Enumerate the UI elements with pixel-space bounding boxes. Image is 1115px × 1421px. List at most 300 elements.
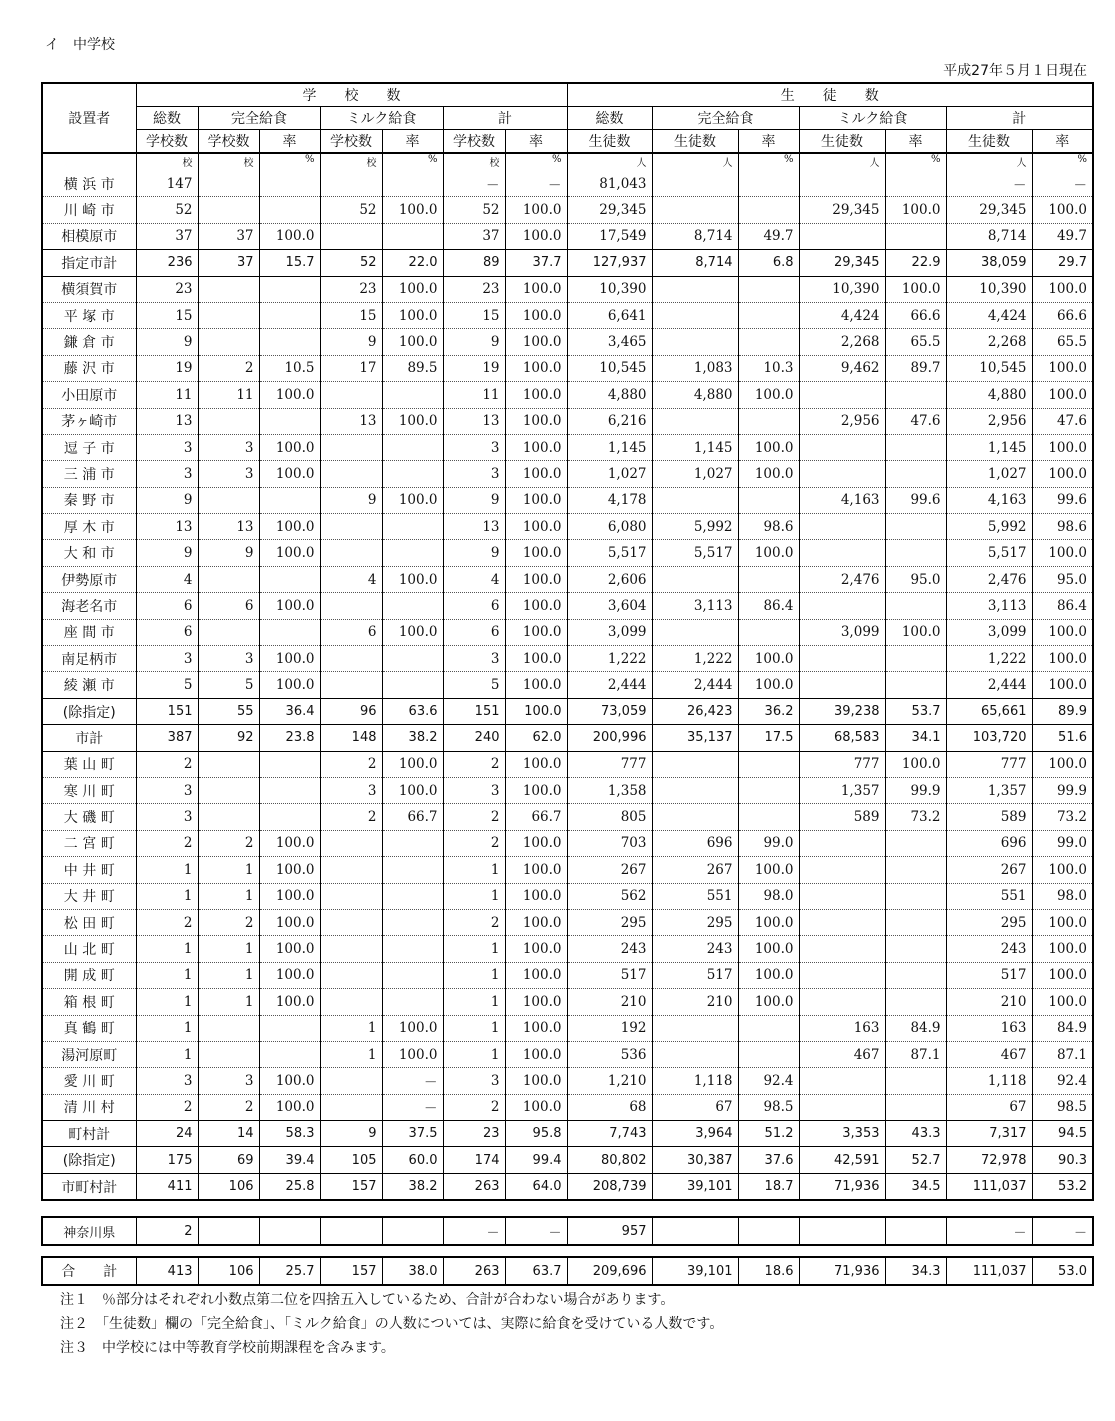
table-cell: － — [505, 171, 567, 197]
table-cell: 89.9 — [1032, 698, 1093, 724]
table-cell — [198, 566, 259, 592]
table-cell: 2 — [136, 1094, 198, 1120]
table-cell — [738, 329, 799, 355]
table-cell — [259, 619, 320, 645]
table-cell: 37.6 — [738, 1147, 799, 1173]
table-cell: 100.0 — [738, 434, 799, 460]
table-cell: 100.0 — [382, 408, 443, 434]
table-row — [42, 672, 1093, 698]
header-rate: 率 — [1032, 130, 1093, 154]
table-cell: 517 — [946, 962, 1032, 988]
table-cell: 1 — [136, 1015, 198, 1041]
table-cell: 4,880 — [946, 382, 1032, 408]
table-cell: 100.0 — [259, 434, 320, 460]
unit-percent: % — [1032, 153, 1093, 171]
table-cell: 52 — [443, 197, 505, 223]
table-cell: 38.2 — [382, 1173, 443, 1200]
table-cell: 3 — [443, 777, 505, 803]
table-cell — [320, 909, 382, 935]
table-cell: 100.0 — [1032, 461, 1093, 487]
table-cell — [198, 329, 259, 355]
table-cell: 589 — [946, 804, 1032, 830]
table-cell: 52 — [136, 197, 198, 223]
table-cell — [259, 751, 320, 777]
table-cell: 100.0 — [505, 751, 567, 777]
row-label: 川 崎 市 — [42, 197, 136, 223]
table-cell: 100.0 — [505, 1068, 567, 1094]
table-cell — [652, 1015, 738, 1041]
unit-percent: % — [259, 153, 320, 171]
table-cell — [259, 408, 320, 434]
table-cell: 163 — [799, 1015, 885, 1041]
table-cell: 2 — [443, 1094, 505, 1120]
table-row — [42, 777, 1093, 803]
table-cell: 240 — [443, 725, 505, 751]
table-cell: 13 — [320, 408, 382, 434]
table-cell: 267 — [946, 857, 1032, 883]
table-cell: 100.0 — [505, 698, 567, 724]
table-cell: 4,424 — [799, 302, 885, 328]
table-row — [42, 751, 1093, 777]
table-row — [42, 1015, 1093, 1041]
table-cell — [885, 883, 946, 909]
table-cell: 100.0 — [505, 382, 567, 408]
table-cell: 3 — [198, 1068, 259, 1094]
table-cell: 68 — [567, 1094, 652, 1120]
table-row — [42, 989, 1093, 1015]
table-cell — [738, 751, 799, 777]
table-cell: 34.3 — [885, 1257, 946, 1285]
table-cell: 208,739 — [567, 1173, 652, 1200]
table-cell: 99.6 — [1032, 487, 1093, 513]
table-cell: 3,099 — [567, 619, 652, 645]
table-cell: 100.0 — [1032, 197, 1093, 223]
table-row — [42, 355, 1093, 381]
table-cell: 2,444 — [946, 672, 1032, 698]
table-cell — [885, 646, 946, 672]
table-cell: 4,880 — [652, 382, 738, 408]
table-cell: 100.0 — [505, 883, 567, 909]
table-cell: 4,880 — [567, 382, 652, 408]
table-cell: 100.0 — [259, 1068, 320, 1094]
table-row — [42, 171, 1093, 197]
header-rate: 率 — [259, 130, 320, 154]
table-cell: 2 — [136, 830, 198, 856]
table-cell: 87.1 — [885, 1041, 946, 1067]
table-cell: 100.0 — [505, 355, 567, 381]
table-cell: 1 — [136, 936, 198, 962]
table-cell: 100.0 — [505, 830, 567, 856]
table-row — [42, 1257, 1093, 1285]
table-cell — [320, 434, 382, 460]
table-cell: 10,390 — [799, 276, 885, 302]
table-cell: 10,390 — [946, 276, 1032, 302]
table-row — [42, 1217, 1093, 1245]
table-cell: 60.0 — [382, 1147, 443, 1173]
table-cell: 200,996 — [567, 725, 652, 751]
table-cell: 147 — [136, 171, 198, 197]
unit-person: 人 — [799, 153, 885, 171]
table-cell: 517 — [567, 962, 652, 988]
table-cell: 58.3 — [259, 1121, 320, 1147]
table-cell — [320, 672, 382, 698]
table-cell: 89.7 — [885, 355, 946, 381]
table-cell: 6 — [198, 593, 259, 619]
row-label: 真 鶴 町 — [42, 1015, 136, 1041]
table-cell: 100.0 — [382, 751, 443, 777]
table-cell: 243 — [652, 936, 738, 962]
table-cell: 100.0 — [1032, 646, 1093, 672]
table-cell: 100.0 — [259, 830, 320, 856]
lunch-stats-table — [41, 82, 1094, 1201]
row-label: 横 浜 市 — [42, 171, 136, 197]
table-cell: 1 — [443, 936, 505, 962]
table-cell: 100.0 — [885, 619, 946, 645]
table-cell: 589 — [799, 804, 885, 830]
table-cell — [259, 566, 320, 592]
table-cell: 100.0 — [1032, 434, 1093, 460]
header-school-count: 学校数 — [136, 130, 198, 154]
table-cell — [652, 487, 738, 513]
table-cell: 29,345 — [799, 197, 885, 223]
table-cell: 67 — [652, 1094, 738, 1120]
table-cell — [799, 223, 885, 249]
table-cell: 1,145 — [652, 434, 738, 460]
table-cell — [738, 1217, 799, 1245]
table-cell: 100.0 — [259, 936, 320, 962]
table-cell: 14 — [198, 1121, 259, 1147]
table-cell — [885, 593, 946, 619]
table-cell: 39,238 — [799, 698, 885, 724]
table-cell — [799, 672, 885, 698]
table-cell — [738, 1041, 799, 1067]
table-row — [42, 250, 1093, 276]
table-cell: 210 — [946, 989, 1032, 1015]
table-cell: 29.7 — [1032, 250, 1093, 276]
table-cell: 55 — [198, 698, 259, 724]
table-cell — [885, 1217, 946, 1245]
table-cell: 99.0 — [738, 830, 799, 856]
table-cell: 63.7 — [505, 1257, 567, 1285]
table-cell: 2 — [136, 909, 198, 935]
unit-person: 人 — [567, 153, 652, 171]
table-cell: 37.5 — [382, 1121, 443, 1147]
table-cell: 1,027 — [946, 461, 1032, 487]
table-cell: 267 — [567, 857, 652, 883]
table-cell: 2,476 — [799, 566, 885, 592]
table-cell: － — [946, 1217, 1032, 1245]
table-cell — [885, 223, 946, 249]
table-cell: 24 — [136, 1121, 198, 1147]
table-cell: 37 — [443, 223, 505, 249]
table-cell: 98.0 — [1032, 883, 1093, 909]
table-cell — [885, 962, 946, 988]
table-cell: 18.7 — [738, 1173, 799, 1200]
table-cell: 295 — [652, 909, 738, 935]
note-1: 注１ ％部分はそれぞれ小数点第二位を四捨五入しているため、合計が合わない場合があります。 — [60, 1292, 675, 1308]
table-cell: 99.9 — [885, 777, 946, 803]
table-cell: 467 — [799, 1041, 885, 1067]
table-cell: 39.4 — [259, 1147, 320, 1173]
table-cell — [198, 751, 259, 777]
unit-blank — [42, 153, 136, 171]
table-cell: 3 — [136, 804, 198, 830]
table-cell: 1 — [443, 962, 505, 988]
table-cell: 13 — [136, 408, 198, 434]
unit-school: 校 — [198, 153, 259, 171]
table-cell — [652, 619, 738, 645]
table-cell: 1 — [320, 1015, 382, 1041]
table-cell — [382, 514, 443, 540]
header-rate: 率 — [885, 130, 946, 154]
table-cell: 562 — [567, 883, 652, 909]
row-label: 藤 沢 市 — [42, 355, 136, 381]
table-cell: 100.0 — [885, 197, 946, 223]
table-cell: 100.0 — [259, 989, 320, 1015]
table-cell: 66.7 — [382, 804, 443, 830]
table-cell: 4,163 — [946, 487, 1032, 513]
table-cell: 34.1 — [885, 725, 946, 751]
table-cell — [198, 1217, 259, 1245]
table-cell: 703 — [567, 830, 652, 856]
row-label: 小田原市 — [42, 382, 136, 408]
table-cell — [259, 1041, 320, 1067]
table-cell: 1 — [198, 962, 259, 988]
table-cell: 68,583 — [799, 725, 885, 751]
table-cell: 9 — [198, 540, 259, 566]
table-cell: 157 — [320, 1257, 382, 1285]
table-cell: 3 — [443, 1068, 505, 1094]
table-cell — [799, 830, 885, 856]
table-cell — [320, 1094, 382, 1120]
header-setchisha: 設置者 — [42, 83, 136, 153]
table-cell: 1,027 — [652, 461, 738, 487]
row-label: 伊勢原市 — [42, 566, 136, 592]
table-cell: 26,423 — [652, 698, 738, 724]
table-cell: 71,936 — [799, 1257, 885, 1285]
table-cell: 3 — [443, 461, 505, 487]
header-student-count: 生徒数 — [652, 130, 738, 154]
table-cell: 11 — [443, 382, 505, 408]
table-cell: 163 — [946, 1015, 1032, 1041]
table-row — [42, 646, 1093, 672]
table-cell: 1 — [320, 1041, 382, 1067]
header-school-milk: ミルク給食 — [320, 107, 443, 130]
table-cell: 517 — [652, 962, 738, 988]
table-cell: 65.5 — [885, 329, 946, 355]
table-cell: 1,145 — [567, 434, 652, 460]
table-cell: 39,101 — [652, 1173, 738, 1200]
table-cell: 3 — [198, 434, 259, 460]
table-cell: 209,696 — [567, 1257, 652, 1285]
table-row — [42, 725, 1093, 751]
table-cell — [799, 514, 885, 540]
row-label: 愛 川 町 — [42, 1068, 136, 1094]
table-cell: 66.6 — [1032, 302, 1093, 328]
table-cell: 106 — [198, 1257, 259, 1285]
table-cell: 1 — [443, 857, 505, 883]
table-cell: 38,059 — [946, 250, 1032, 276]
table-cell — [799, 434, 885, 460]
table-cell: 53.7 — [885, 698, 946, 724]
table-cell: 29,345 — [567, 197, 652, 223]
table-cell: 3,465 — [567, 329, 652, 355]
table-cell: 64.0 — [505, 1173, 567, 1200]
table-cell — [738, 302, 799, 328]
header-school-sum: 計 — [443, 107, 567, 130]
table-cell: 30,387 — [652, 1147, 738, 1173]
row-label: 町村計 — [42, 1121, 136, 1147]
table-cell — [799, 1094, 885, 1120]
table-cell: 111,037 — [946, 1257, 1032, 1285]
table-cell — [799, 382, 885, 408]
table-cell: 19 — [136, 355, 198, 381]
table-cell: 81,043 — [567, 171, 652, 197]
table-cell: 100.0 — [259, 461, 320, 487]
table-cell: 10,545 — [567, 355, 652, 381]
table-cell: 263 — [443, 1257, 505, 1285]
table-cell: 100.0 — [738, 646, 799, 672]
row-label: 合 計 — [42, 1257, 136, 1285]
table-cell: 100.0 — [738, 672, 799, 698]
table-row — [42, 1121, 1093, 1147]
table-cell: 9 — [320, 329, 382, 355]
table-cell — [799, 1068, 885, 1094]
table-cell: 71,936 — [799, 1173, 885, 1200]
table-row — [42, 223, 1093, 249]
table-cell: 106 — [198, 1173, 259, 1200]
table-cell: － — [946, 171, 1032, 197]
table-row — [42, 698, 1093, 724]
table-cell: 62.0 — [505, 725, 567, 751]
table-cell: 100.0 — [505, 223, 567, 249]
table-cell: 94.5 — [1032, 1121, 1093, 1147]
table-cell: 23 — [443, 1121, 505, 1147]
table-row — [42, 857, 1093, 883]
table-cell: 1,222 — [567, 646, 652, 672]
table-cell — [259, 276, 320, 302]
table-cell: 696 — [946, 830, 1032, 856]
table-cell: 7,317 — [946, 1121, 1032, 1147]
table-cell — [198, 1015, 259, 1041]
table-cell: 100.0 — [1032, 619, 1093, 645]
table-cell — [198, 1041, 259, 1067]
table-cell: 17 — [320, 355, 382, 381]
table-cell — [320, 593, 382, 619]
table-cell: 111,037 — [946, 1173, 1032, 1200]
table-cell: 295 — [567, 909, 652, 935]
table-cell: 2 — [198, 830, 259, 856]
table-cell: 89.5 — [382, 355, 443, 381]
row-label: 秦 野 市 — [42, 487, 136, 513]
table-cell: 100.0 — [382, 777, 443, 803]
table-cell: 103,720 — [946, 725, 1032, 751]
table-row — [42, 883, 1093, 909]
row-label: 湯河原町 — [42, 1041, 136, 1067]
table-cell — [799, 646, 885, 672]
table-cell: － — [382, 1094, 443, 1120]
table-cell: 100.0 — [505, 962, 567, 988]
table-cell: 100.0 — [738, 962, 799, 988]
row-label: 中 井 町 — [42, 857, 136, 883]
table-cell: 99.9 — [1032, 777, 1093, 803]
table-cell — [259, 302, 320, 328]
table-cell: 53.0 — [1032, 1257, 1093, 1285]
table-cell — [652, 197, 738, 223]
table-cell: 5 — [136, 672, 198, 698]
table-cell: 467 — [946, 1041, 1032, 1067]
table-cell: 9 — [443, 329, 505, 355]
table-cell: 1 — [136, 1041, 198, 1067]
table-cell — [259, 329, 320, 355]
table-cell — [198, 302, 259, 328]
table-cell — [885, 382, 946, 408]
table-cell: 6 — [443, 619, 505, 645]
table-cell: 295 — [946, 909, 1032, 935]
row-label: 三 浦 市 — [42, 461, 136, 487]
table-cell: 8,714 — [652, 223, 738, 249]
header-rate: 率 — [382, 130, 443, 154]
table-cell: 29,345 — [799, 250, 885, 276]
table-cell: 5 — [198, 672, 259, 698]
table-cell — [198, 197, 259, 223]
table-cell — [382, 857, 443, 883]
table-cell — [198, 777, 259, 803]
table-cell: 100.0 — [259, 1094, 320, 1120]
table-cell: 72,978 — [946, 1147, 1032, 1173]
table-cell: 127,937 — [567, 250, 652, 276]
header-school-total: 総数 — [136, 107, 198, 130]
table-cell — [382, 1217, 443, 1245]
table-cell — [259, 197, 320, 223]
unit-percent: % — [738, 153, 799, 171]
table-cell — [799, 936, 885, 962]
row-label: 二 宮 町 — [42, 830, 136, 856]
table-cell: 99.6 — [885, 487, 946, 513]
table-cell — [799, 909, 885, 935]
table-cell — [738, 619, 799, 645]
table-cell: 100.0 — [505, 197, 567, 223]
table-cell — [382, 434, 443, 460]
table-cell — [799, 171, 885, 197]
row-label: 逗 子 市 — [42, 434, 136, 460]
table-row — [42, 909, 1093, 935]
table-cell: 100.0 — [738, 989, 799, 1015]
table-cell: 175 — [136, 1147, 198, 1173]
table-cell: 151 — [443, 698, 505, 724]
table-cell: 73,059 — [567, 698, 652, 724]
table-cell: 4 — [320, 566, 382, 592]
table-cell: 90.3 — [1032, 1147, 1093, 1173]
row-label: 市計 — [42, 725, 136, 751]
table-cell: 65,661 — [946, 698, 1032, 724]
table-cell: 3 — [198, 646, 259, 672]
table-cell: 4,424 — [946, 302, 1032, 328]
table-cell — [885, 171, 946, 197]
table-cell: － — [1032, 171, 1093, 197]
grand-total-table — [41, 1256, 1094, 1286]
table-cell: 73.2 — [885, 804, 946, 830]
table-cell — [320, 223, 382, 249]
table-cell: 100.0 — [505, 593, 567, 619]
table-cell: 9 — [136, 487, 198, 513]
header-rate: 率 — [738, 130, 799, 154]
table-cell: 100.0 — [382, 276, 443, 302]
row-label: 鎌 倉 市 — [42, 329, 136, 355]
table-cell — [738, 408, 799, 434]
table-cell: 1 — [136, 883, 198, 909]
table-cell — [738, 566, 799, 592]
